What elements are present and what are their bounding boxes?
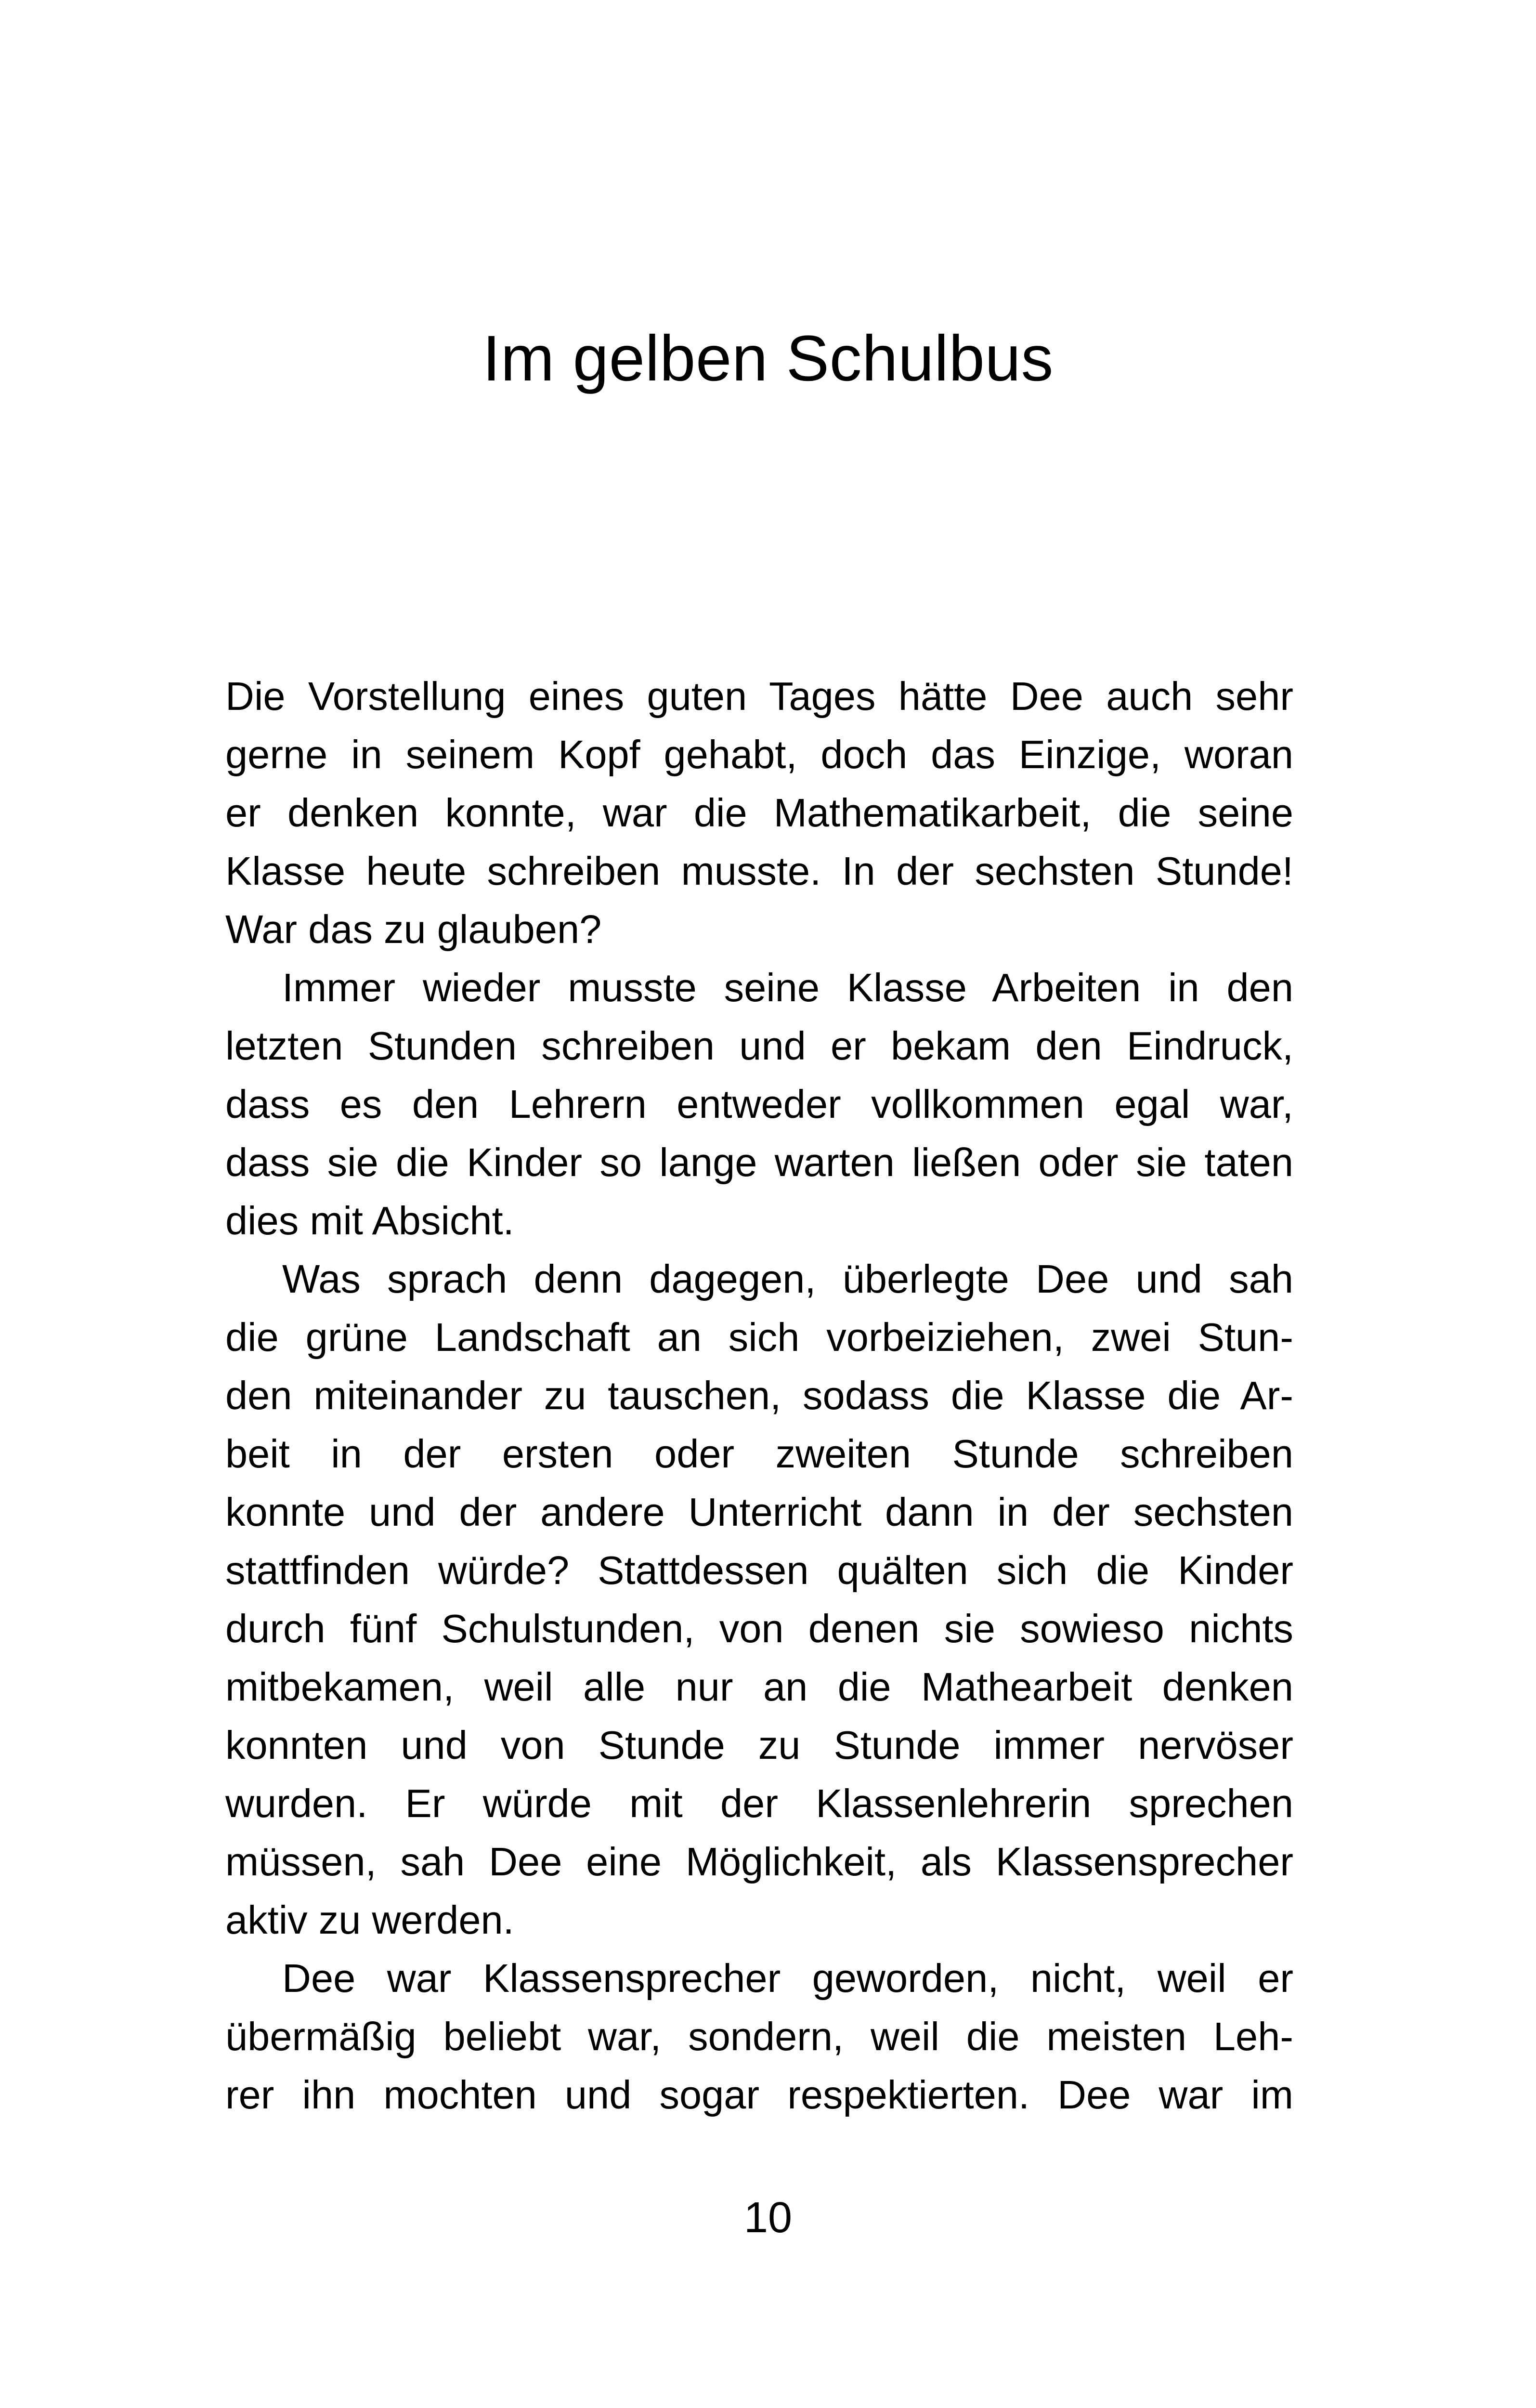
text-line: Die Vorstellung eines guten Tages hätte Dee auch sehr [225, 674, 1293, 719]
text-line: letzten Stunden schreiben und er bekam den Eindruck, [225, 1023, 1293, 1068]
text-line: gerne in seinem Kopf gehabt, doch das Einzige, woran [225, 732, 1293, 777]
text-line: er denken konnte, war die Mathematikarbeit, die seine [225, 790, 1293, 835]
text-line: stattfinden würde? Stattdessen quälten sich die Kinder [225, 1548, 1293, 1593]
text-line: dass sie die Kinder so lange warten ließen oder sie taten [225, 1140, 1293, 1185]
text-line: konnte und der andere Unterricht dann in der sechsten [225, 1490, 1293, 1534]
text-line: War das zu glauben? [225, 907, 602, 952]
text-line: beit in der ersten oder zweiten Stunde schreiben [225, 1431, 1293, 1476]
text-line: übermäßig beliebt war, sondern, weil die meisten Leh- [225, 2014, 1293, 2059]
text-line: wurden. Er würde mit der Klassenlehrerin sprechen [225, 1781, 1293, 1826]
chapter-title: Im gelben Schulbus [482, 323, 1054, 394]
text-line: Klasse heute schreiben musste. In der sechsten Stunde! [225, 849, 1293, 893]
paragraph-start-line: Was sprach denn dagegen, überlegte Dee und sah [282, 1256, 1293, 1301]
body-text [225, 667, 1293, 2124]
text-line: die grüne Landschaft an sich vorbeiziehen, zwei Stun- [225, 1315, 1293, 1360]
text-line: dass es den Lehrern entweder vollkommen egal war, [225, 1082, 1293, 1126]
text-line: müssen, sah Dee eine Möglichkeit, als Klassensprecher [225, 1839, 1293, 1884]
text-line: den miteinander zu tauschen, sodass die Klasse die Ar- [225, 1373, 1293, 1418]
text-line: rer ihn mochten und sogar respektierten. Dee war im [225, 2072, 1293, 2117]
text-line: dies mit Absicht. [225, 1198, 514, 1243]
text-line: konnten und von Stunde zu Stunde immer nervöser [225, 1723, 1293, 1767]
text-line: aktiv zu werden. [225, 1898, 514, 1942]
page-number: 10 [743, 2194, 793, 2242]
text-line: mitbekamen, weil alle nur an die Mathearbeit denken [225, 1664, 1293, 1709]
paragraph-start-line: Immer wieder musste seine Klasse Arbeiten in den [282, 965, 1293, 1010]
paragraph-start-line: Dee war Klassensprecher geworden, nicht, weil er [282, 1956, 1293, 2001]
text-line: durch fünf Schulstunden, von denen sie sowieso nichts [225, 1606, 1293, 1651]
